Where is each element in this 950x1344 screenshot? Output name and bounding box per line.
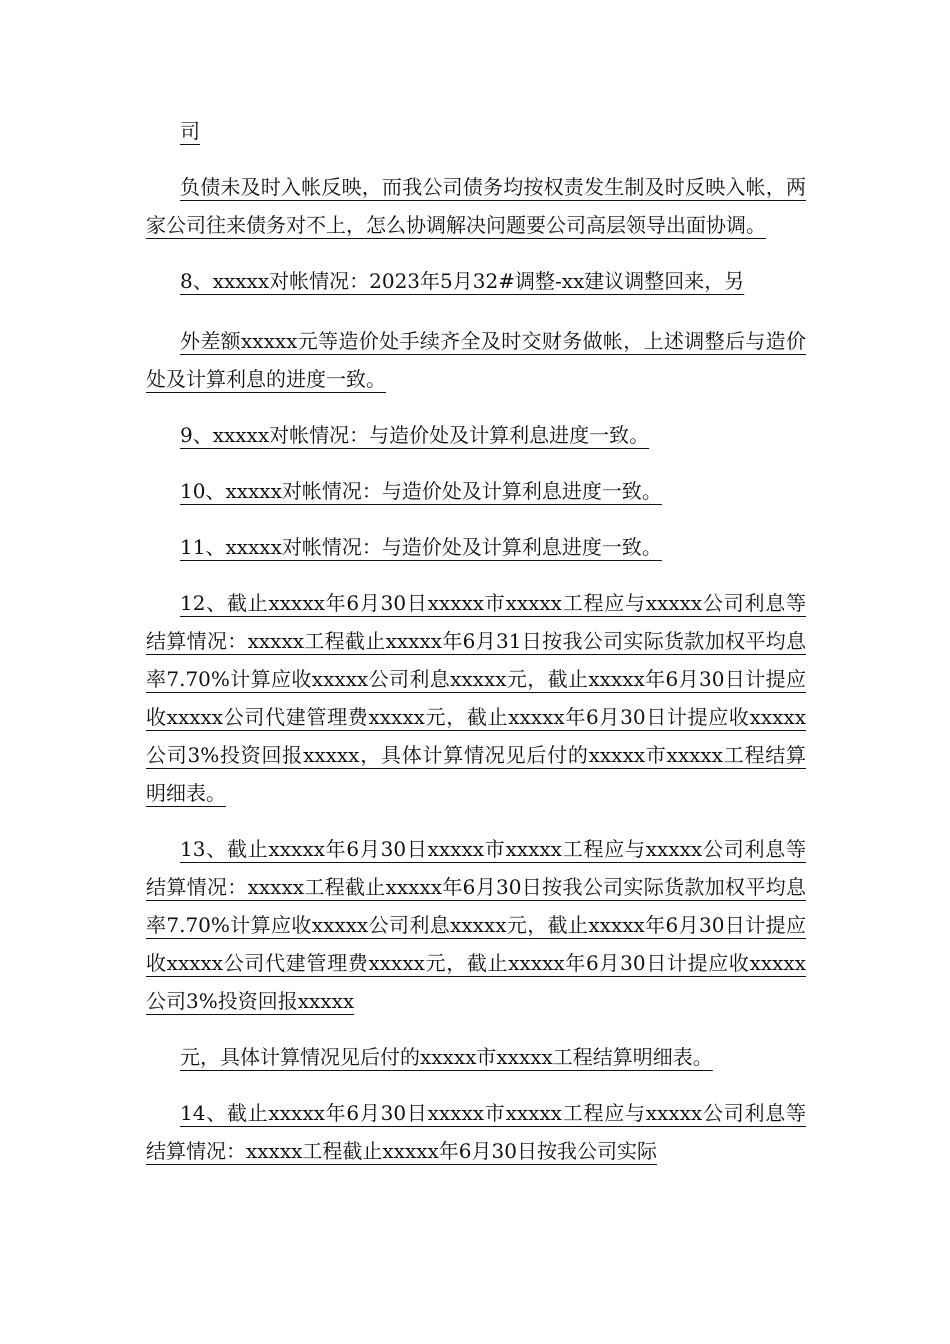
paragraph-debt-reconciliation: 负债未及时入帐反映，而我公司债务均按权责发生制及时反映入帐，两家公司往来债务对不上，怎么协调解决问题要公司高层领导出面协调。	[146, 175, 806, 237]
paragraph-item-9: 9、xxxxx对帐情况：与造价处及计算利息进度一致。	[180, 423, 650, 447]
document-body	[146, 112, 806, 1188]
paragraph-item-10: 10、xxxxx对帐情况：与造价处及计算利息进度一致。	[180, 479, 662, 503]
paragraph-company-fragment: 司	[180, 119, 200, 143]
paragraph-item-11: 11、xxxxx对帐情况：与造价处及计算利息进度一致。	[180, 535, 662, 559]
paragraph-item-13: 13、截止xxxxx年6月30日xxxxx市xxxxx工程应与xxxxx公司利息等结算情况：xxxxx工程截止xxxxx年6月30日按我公司实际货款加权平均息率7.70%计算应收xxxxx公司利息xxxxx元，截止xxxxx年6月30日计提应收xxxxx公司代建管理费xxxxx元，截止xxxxx年6月30日计提应收xxxxx公司3%投资回报xxxxx	[146, 837, 806, 1013]
paragraph-item-13-continued: 元，具体计算情况见后付的xxxxx市xxxxx工程结算明细表。	[180, 1045, 713, 1069]
paragraph-item-8: 8、xxxxx对帐情况：2023年5月32#调整-xx建议调整回来，另	[180, 269, 745, 293]
paragraph-item-8-continued: 外差额xxxxx元等造价处手续齐全及时交财务做帐，上述调整后与造价处及计算利息的进度一致。	[146, 329, 806, 391]
paragraph-item-14: 14、截止xxxxx年6月30日xxxxx市xxxxx工程应与xxxxx公司利息等结算情况：xxxxx工程截止xxxxx年6月30日按我公司实际	[146, 1101, 806, 1163]
paragraph-item-12: 12、截止xxxxx年6月30日xxxxx市xxxxx工程应与xxxxx公司利息等结算情况：xxxxx工程截止xxxxx年6月31日按我公司实际货款加权平均息率7.70%计算应收xxxxx公司利息xxxxx元，截止xxxxx年6月30日计提应收xxxxx公司代建管理费xxxxx元，截止xxxxx年6月30日计提应收xxxxx公司3%投资回报xxxxx，具体计算情况见后付的xxxxx市xxxxx工程结算明细表。	[146, 591, 806, 805]
